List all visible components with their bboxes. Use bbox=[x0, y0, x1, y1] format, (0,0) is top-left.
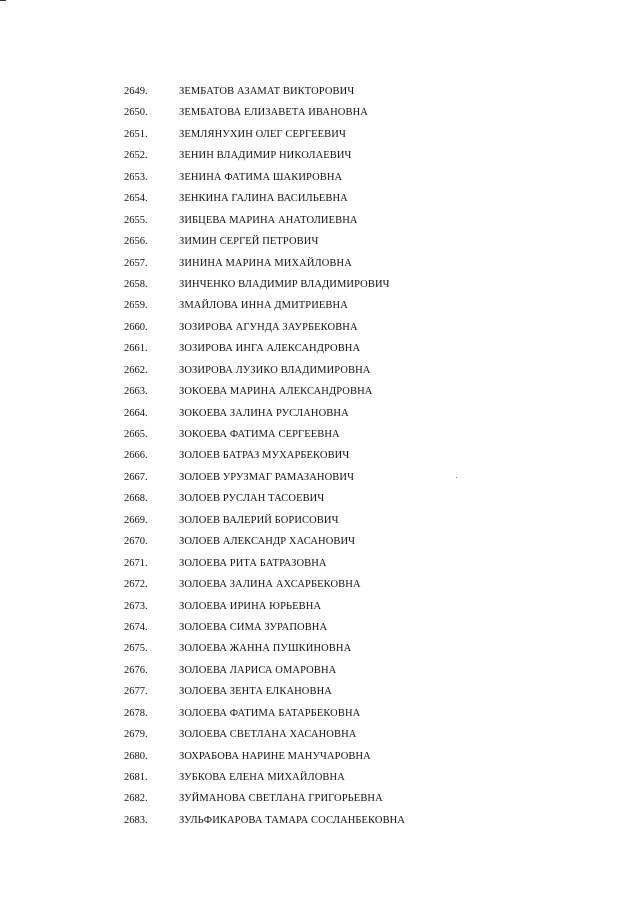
name-list bbox=[0, 81, 640, 831]
list-item bbox=[0, 381, 640, 402]
entry-name: ЗОЛОЕВ АЛЕКСАНДР ХАСАНОВИЧ bbox=[179, 536, 356, 548]
entry-number: 2654. bbox=[124, 193, 148, 205]
entry-number: 2663. bbox=[124, 386, 148, 398]
entry-name: ЗОХРАБОВА НАРИНЕ МАНУЧАРОВНА bbox=[179, 750, 371, 762]
list-item bbox=[0, 102, 640, 123]
list-item bbox=[0, 81, 640, 102]
list-item bbox=[0, 510, 640, 531]
entry-name: ЗОЛОЕВ БАТРАЗ МУХАРБЕКОВИЧ bbox=[179, 450, 350, 462]
entry-name: ЗОЛОЕВ ВАЛЕРИЙ БОРИСОВИЧ bbox=[179, 514, 339, 526]
entry-number: 2676. bbox=[124, 664, 148, 676]
entry-name: ЗОЛОЕВА СИМА ЗУРАПОВНА bbox=[179, 621, 328, 633]
list-item bbox=[0, 574, 640, 595]
entry-number: 2683. bbox=[124, 814, 148, 826]
entry-name: ЗУБКОВА ЕЛЕНА МИХАЙЛОВНА bbox=[179, 772, 345, 783]
list-item bbox=[0, 124, 640, 145]
entry-name: ЗОЛОЕВА ФАТИМА БАТАРБЕКОВНА bbox=[179, 707, 361, 719]
list-item bbox=[0, 724, 640, 745]
list-item bbox=[0, 467, 640, 488]
entry-name: ЗУЛЬФИКАРОВА ТАМАРА СОСЛАНБЕКОВНА bbox=[179, 814, 406, 826]
entry-number: 2681. bbox=[124, 772, 148, 783]
entry-number: 2682. bbox=[124, 793, 148, 805]
entry-name: ЗИБЦЕВА МАРИНА АНАТОЛИЕВНА bbox=[179, 214, 358, 226]
scan-corner-mark bbox=[0, 0, 6, 5]
list-item bbox=[0, 274, 640, 295]
list-item bbox=[0, 596, 640, 617]
list-item bbox=[0, 617, 640, 638]
entry-number: 2670. bbox=[124, 536, 148, 548]
entry-name: ЗОЛОЕВА РИТА БАТРАЗОВНА bbox=[179, 557, 327, 569]
list-item bbox=[0, 295, 640, 316]
entry-name: ЗОЛОЕВА ИРИНА ЮРЬЕВНА bbox=[179, 600, 322, 612]
entry-number: 2657. bbox=[124, 257, 148, 269]
list-item bbox=[0, 488, 640, 509]
entry-name: ЗЕНКИНА ГАЛИНА ВАСИЛЬЕВНА bbox=[179, 193, 348, 205]
entry-number: 2659. bbox=[124, 300, 148, 312]
list-item bbox=[0, 253, 640, 274]
entry-number: 2674. bbox=[124, 621, 148, 633]
entry-number: 2667. bbox=[124, 471, 148, 483]
entry-name: ЗОЛОЕВА ЗАЛИНА АХСАРБЕКОВНА bbox=[179, 579, 361, 591]
list-item bbox=[0, 703, 640, 724]
list-item bbox=[0, 553, 640, 574]
entry-name: ЗЕМБАТОВА ЕЛИЗАВЕТА ИВАНОВНА bbox=[179, 107, 368, 119]
entry-name: ЗИНЧЕНКО ВЛАДИМИР ВЛАДИМИРОВИЧ bbox=[179, 278, 390, 290]
list-item bbox=[0, 145, 640, 166]
entry-name: ЗОКОЕВА ЗАЛИНА РУСЛАНОВНА bbox=[179, 407, 349, 419]
entry-number: 2671. bbox=[124, 557, 148, 569]
entry-name: ЗМАЙЛОВА ИННА ДМИТРИЕВНА bbox=[179, 300, 348, 312]
scan-speck bbox=[456, 477, 457, 478]
entry-number: 2660. bbox=[124, 321, 148, 333]
entry-number: 2653. bbox=[124, 171, 148, 183]
entry-number: 2673. bbox=[124, 600, 148, 612]
entry-name: ЗИМИН СЕРГЕЙ ПЕТРОВИЧ bbox=[179, 236, 319, 248]
list-item bbox=[0, 810, 640, 831]
entry-number: 2651. bbox=[124, 128, 148, 140]
entry-number: 2664. bbox=[124, 407, 148, 419]
list-item bbox=[0, 681, 640, 702]
entry-number: 2672. bbox=[124, 579, 148, 591]
entry-name: ЗЕМБАТОВ АЗАМАТ ВИКТОРОВИЧ bbox=[179, 86, 355, 97]
entry-number: 2675. bbox=[124, 643, 148, 655]
list-item bbox=[0, 167, 640, 188]
list-item bbox=[0, 403, 640, 424]
list-item bbox=[0, 360, 640, 381]
entry-number: 2678. bbox=[124, 707, 148, 719]
list-item bbox=[0, 660, 640, 681]
entry-name: ЗОЛОЕВ РУСЛАН ТАСОЕВИЧ bbox=[179, 493, 325, 505]
entry-number: 2661. bbox=[124, 343, 148, 355]
entry-name: ЗОЗИРОВА АГУНДА ЗАУРБЕКОВНА bbox=[179, 321, 358, 333]
entry-name: ЗОКОЕВА МАРИНА АЛЕКСАНДРОВНА bbox=[179, 386, 373, 398]
list-item bbox=[0, 424, 640, 445]
entry-number: 2649. bbox=[124, 86, 148, 97]
entry-number: 2656. bbox=[124, 236, 148, 248]
entry-name: ЗОЛОЕВА ЗЕНТА ЕЛКАНОВНА bbox=[179, 686, 332, 698]
list-item bbox=[0, 338, 640, 359]
entry-name: ЗОЛОЕВА СВЕТЛАНА ХАСАНОВНА bbox=[179, 729, 357, 741]
entry-name: ЗОЛОЕВ УРУЗМАГ РАМАЗАНОВИЧ bbox=[179, 471, 355, 483]
entry-name: ЗОЛОЕВА ЖАННА ПУШКИНОВНА bbox=[179, 643, 352, 655]
entry-name: ЗУЙМАНОВА СВЕТЛАНА ГРИГОРЬЕВНА bbox=[179, 793, 383, 805]
entry-name: ЗОЗИРОВА ИНГА АЛЕКСАНДРОВНА bbox=[179, 343, 361, 355]
entry-number: 2665. bbox=[124, 429, 148, 440]
entry-number: 2679. bbox=[124, 729, 148, 741]
list-item bbox=[0, 638, 640, 659]
entry-number: 2662. bbox=[124, 364, 148, 376]
list-item bbox=[0, 231, 640, 252]
entry-number: 2650. bbox=[124, 107, 148, 119]
entry-name: ЗЕНИНА ФАТИМА ШАКИРОВНА bbox=[179, 171, 343, 183]
entry-name: ЗОЗИРОВА ЛУЗИКО ВЛАДИМИРОВНА bbox=[179, 364, 371, 376]
entry-name: ЗЕМЛЯНУХИН ОЛЕГ СЕРГЕЕВИЧ bbox=[179, 128, 346, 140]
entry-name: ЗИНИНА МАРИНА МИХАЙЛОВНА bbox=[179, 257, 352, 269]
entry-name: ЗОЛОЕВА ЛАРИСА ОМАРОВНА bbox=[179, 664, 337, 676]
entry-number: 2655. bbox=[124, 214, 148, 226]
list-item bbox=[0, 767, 640, 788]
entry-number: 2658. bbox=[124, 278, 148, 290]
entry-number: 2668. bbox=[124, 493, 148, 505]
entry-number: 2677. bbox=[124, 686, 148, 698]
entry-number: 2652. bbox=[124, 150, 148, 162]
list-item bbox=[0, 317, 640, 338]
list-item bbox=[0, 531, 640, 552]
entry-number: 2669. bbox=[124, 514, 148, 526]
entry-number: 2666. bbox=[124, 450, 148, 462]
entry-name: ЗЕНИН ВЛАДИМИР НИКОЛАЕВИЧ bbox=[179, 150, 352, 162]
entry-number: 2680. bbox=[124, 750, 148, 762]
list-item bbox=[0, 188, 640, 209]
list-item bbox=[0, 445, 640, 466]
entry-name: ЗОКОЕВА ФАТИМА СЕРГЕЕВНА bbox=[179, 429, 340, 440]
list-item bbox=[0, 746, 640, 767]
list-item bbox=[0, 210, 640, 231]
list-item bbox=[0, 788, 640, 809]
